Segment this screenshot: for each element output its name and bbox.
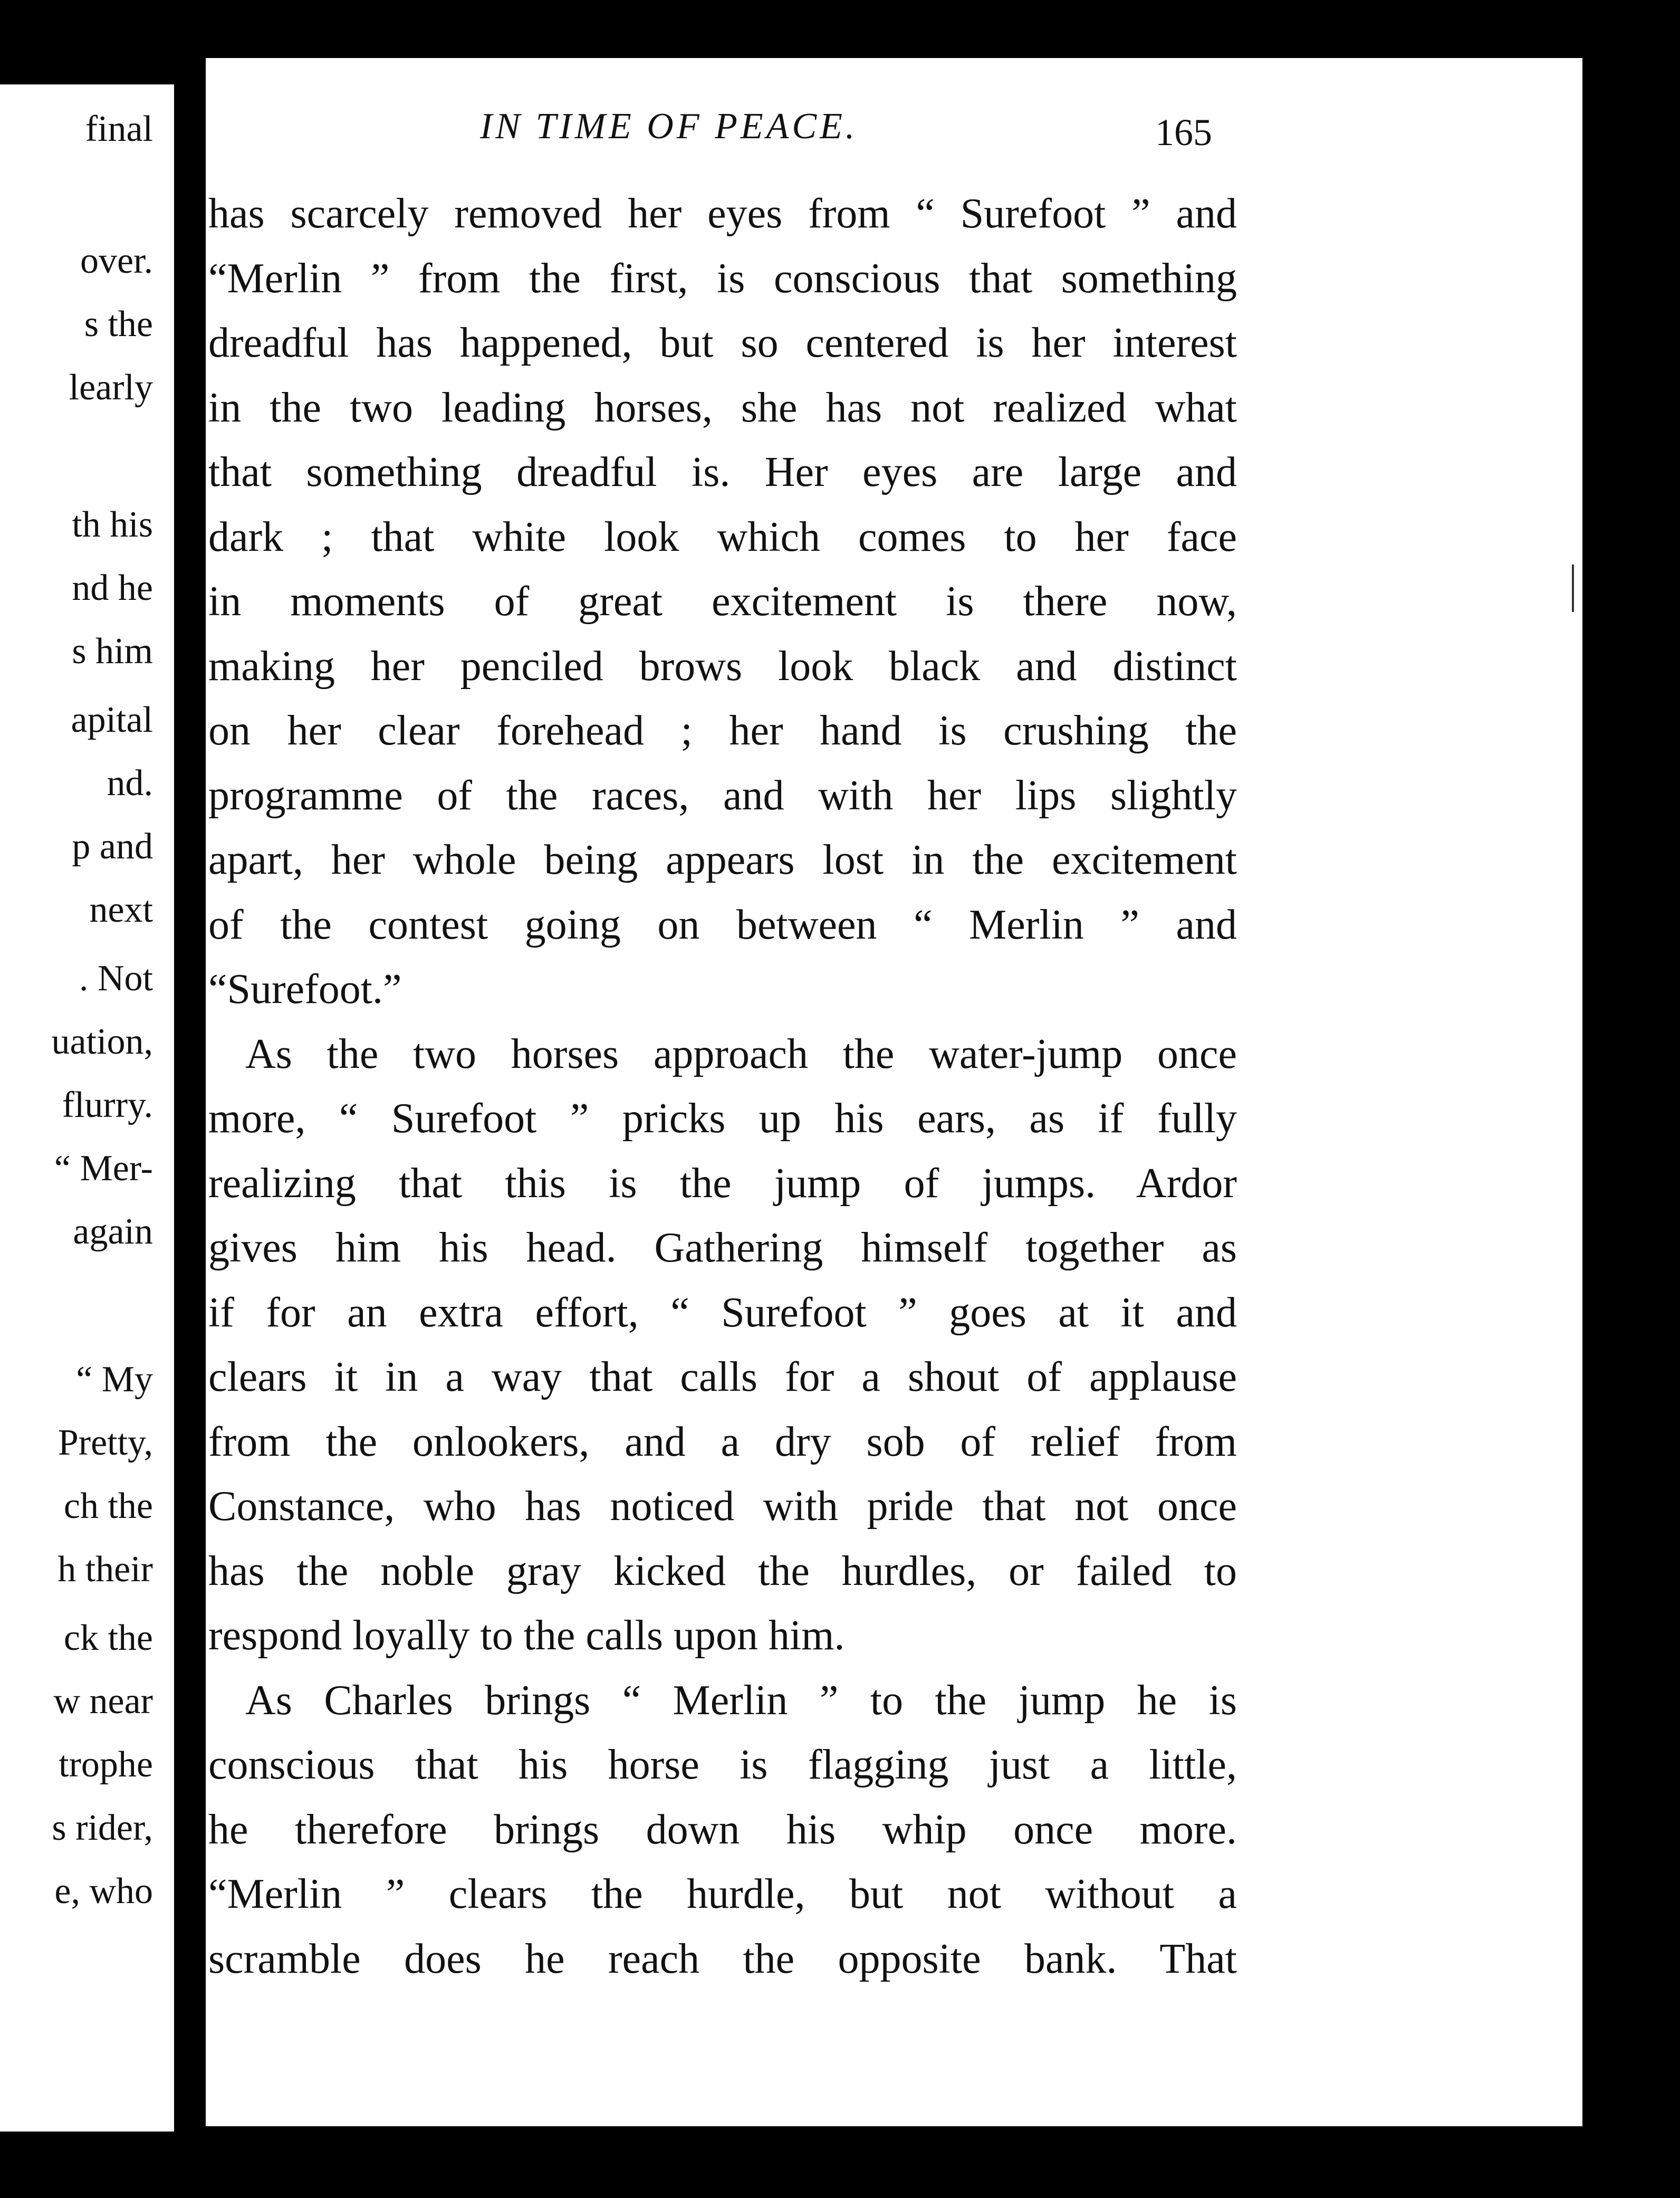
text-line-content: from the onlookers, and a dry sob of relief from bbox=[208, 1418, 1237, 1465]
text-line bbox=[208, 384, 1237, 431]
text-line-content: dark ; that white look which comes to her face bbox=[208, 513, 1237, 560]
text-line-content: Constance, who has noticed with pride that not once bbox=[208, 1483, 1237, 1530]
text-line-content: As Charles brings “ Merlin ” to the jump he is bbox=[245, 1677, 1237, 1724]
text-line bbox=[208, 772, 1237, 819]
text-line-content: has the noble gray kicked the hurdles, or failed to bbox=[208, 1547, 1237, 1594]
text-line bbox=[208, 1806, 1237, 1853]
left-page-fragment: . Not bbox=[79, 958, 153, 999]
left-page-fragment: ch the bbox=[63, 1486, 153, 1526]
text-line-content: “Merlin ” clears the hurdle, but not without a bbox=[208, 1871, 1237, 1917]
text-line-content: “Surefoot.” bbox=[208, 966, 402, 1012]
text-line-content: more, “ Surefoot ” pricks up his ears, as if fully bbox=[208, 1095, 1237, 1142]
text-line-content: scramble does he reach the opposite bank. That bbox=[208, 1935, 1237, 1982]
text-line-content: gives him his head. Gathering himself together as bbox=[208, 1225, 1237, 1271]
text-line-content: if for an extra effort, “ Surefoot ” goes at it and bbox=[208, 1289, 1237, 1336]
text-line-content: that something dreadful is. Her eyes are large and bbox=[208, 449, 1237, 495]
left-page-fragment: th his bbox=[72, 504, 153, 545]
text-line-content: programme of the races, and with her lips slightly bbox=[208, 772, 1237, 819]
text-line bbox=[208, 1418, 1237, 1465]
text-line bbox=[208, 322, 1237, 364]
text-line bbox=[208, 257, 1237, 300]
left-page-fragment: apital bbox=[71, 700, 153, 740]
text-line-content: in the two leading horses, she has not realized what bbox=[208, 384, 1237, 431]
left-page-fragment: nd he bbox=[72, 568, 153, 608]
book-page bbox=[206, 58, 1582, 2126]
left-page-fragment: Pretty, bbox=[57, 1422, 153, 1463]
page-number: 165 bbox=[1155, 111, 1212, 154]
left-page-fragment: uation, bbox=[51, 1021, 153, 1062]
text-line bbox=[208, 1289, 1237, 1336]
text-line bbox=[208, 643, 1237, 690]
text-line-content: realizing that this is the jump of jumps. Ardor bbox=[208, 1160, 1237, 1207]
text-line bbox=[208, 710, 1237, 752]
text-line bbox=[208, 1744, 1237, 1786]
left-page-fragment: e, who bbox=[54, 1871, 153, 1912]
left-page-strip bbox=[0, 84, 174, 2132]
text-line bbox=[208, 1097, 1237, 1140]
text-line bbox=[208, 1614, 1237, 1657]
left-page-fragment: over. bbox=[80, 241, 153, 281]
text-line-content: “Merlin ” from the first, is conscious that something bbox=[208, 255, 1237, 302]
left-page-fragment: s rider, bbox=[52, 1808, 153, 1848]
text-line-content: respond loyally to the calls upon him. bbox=[208, 1612, 845, 1659]
left-page-fragment: s him bbox=[72, 631, 153, 672]
text-line bbox=[208, 839, 1237, 881]
page-gutter bbox=[174, 84, 206, 2132]
left-page-fragment: ck the bbox=[63, 1618, 153, 1658]
text-line bbox=[208, 513, 1237, 560]
left-page-fragment: “ My bbox=[76, 1359, 153, 1400]
left-page-fragment: again bbox=[73, 1211, 153, 1252]
text-line bbox=[208, 968, 1237, 1010]
text-line-content: conscious that his horse is flagging just a little, bbox=[208, 1742, 1237, 1788]
left-page-fragment: flurry. bbox=[62, 1085, 153, 1125]
text-line-content: he therefore brings down his whip once more. bbox=[208, 1806, 1237, 1853]
text-line bbox=[208, 1483, 1237, 1530]
left-page-fragment: “ Mer- bbox=[54, 1148, 153, 1189]
left-page-fragment: trophe bbox=[59, 1744, 153, 1785]
text-line-content: As the two horses approach the water-jump once bbox=[245, 1030, 1237, 1077]
left-page-fragment: s the bbox=[84, 304, 153, 345]
text-line bbox=[208, 1356, 1237, 1398]
text-line bbox=[208, 1935, 1237, 1982]
text-line-content: of the contest going on between “ Merlin ” and bbox=[208, 901, 1237, 948]
text-line-content: apart, her whole being appears lost in the excitement bbox=[208, 837, 1237, 883]
text-line-content: on her clear forehead ; her hand is crushing the bbox=[208, 708, 1237, 754]
text-line bbox=[208, 901, 1237, 948]
text-line-content: in moments of great excitement is there now, bbox=[208, 578, 1237, 625]
text-line bbox=[208, 1227, 1237, 1269]
text-line bbox=[208, 580, 1237, 623]
text-line bbox=[208, 1162, 1237, 1205]
text-line bbox=[208, 1679, 1237, 1722]
left-page-fragment: next bbox=[89, 890, 153, 930]
text-line-content: dreadful has happened, but so centered is her interest bbox=[208, 320, 1237, 366]
left-page-fragment: h their bbox=[57, 1549, 153, 1590]
text-line bbox=[208, 451, 1237, 493]
left-page-fragment: w near bbox=[53, 1681, 153, 1722]
text-line-content: clears it in a way that calls for a shout of applause bbox=[208, 1354, 1237, 1400]
left-page-fragment: final bbox=[85, 109, 153, 149]
page-edge-mark bbox=[1572, 565, 1574, 612]
left-page-fragment: p and bbox=[72, 826, 153, 867]
text-line-content: making her penciled brows look black and distinct bbox=[208, 643, 1237, 690]
text-line bbox=[208, 1547, 1237, 1594]
text-line bbox=[208, 190, 1237, 237]
left-page-fragment: nd. bbox=[107, 763, 153, 804]
text-line-content: has scarcely removed her eyes from “ Surefoot ” and bbox=[208, 190, 1237, 237]
left-page-fragment: learly bbox=[69, 367, 153, 408]
text-line bbox=[208, 1030, 1237, 1077]
text-line bbox=[208, 1873, 1237, 1915]
running-head: IN TIME OF PEACE. bbox=[480, 106, 858, 147]
